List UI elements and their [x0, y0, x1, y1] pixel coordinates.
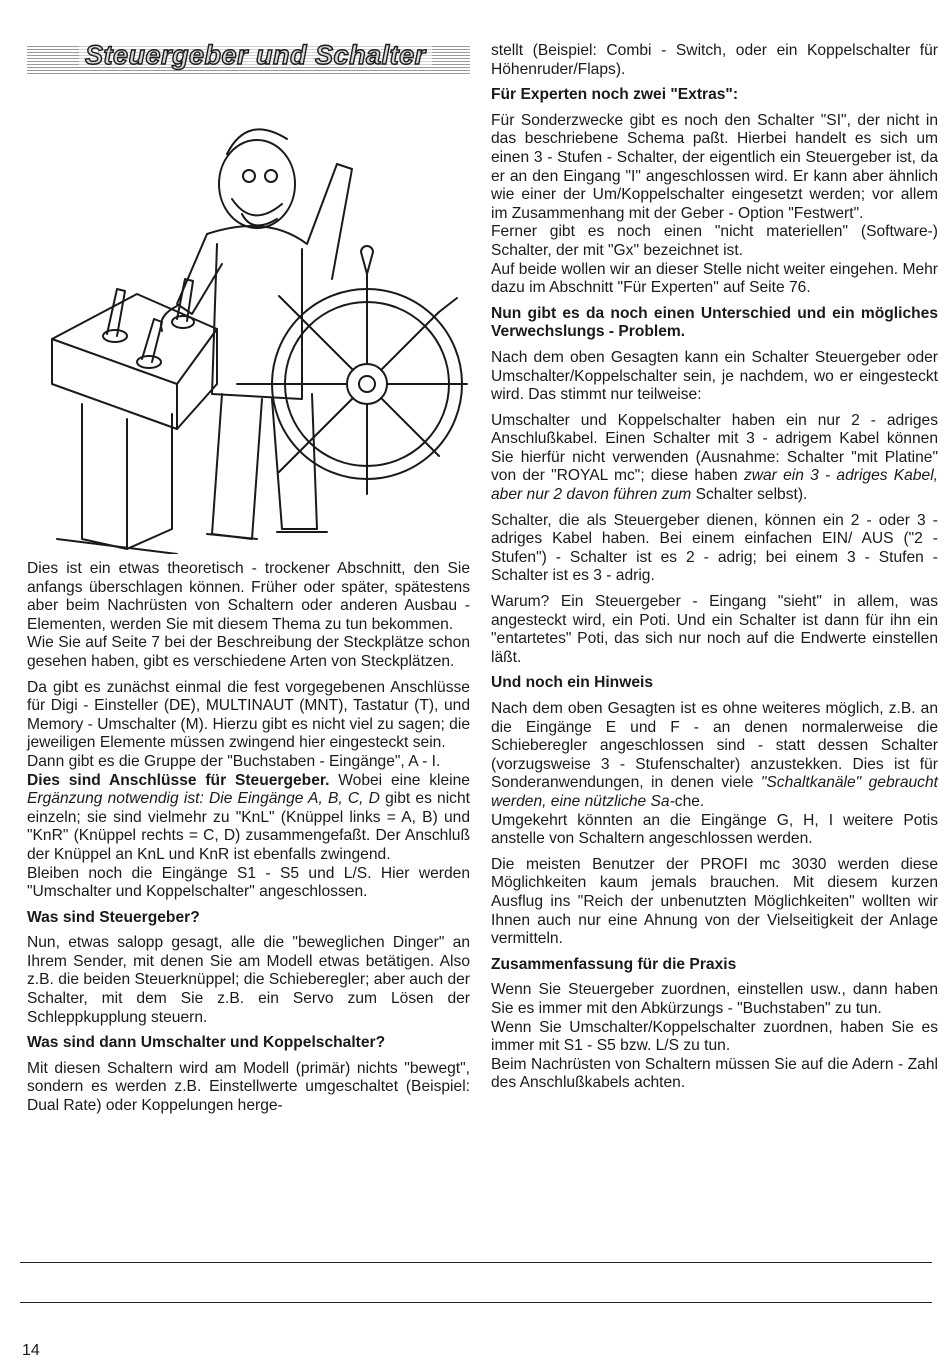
- illustration-helmsman-at-wheel: [27, 84, 470, 554]
- right-paragraph-14: Beim Nachrüsten von Schaltern müssen Sie auf die Adern - Zahl des Anschlußkabels achten.: [491, 1055, 938, 1092]
- p5-italic: Ergänzung notwendig ist: Die Eingänge A, B, C, D: [27, 790, 380, 808]
- left-paragraph-4: Dann gibt es die Gruppe der "Buchstaben - Eingänge", A - I.: [27, 752, 441, 770]
- heading-umschalter: Was sind dann Umschalter und Koppelschalter?: [27, 1034, 386, 1052]
- footer-rule-upper: [20, 1262, 932, 1263]
- right-paragraph-12: Wenn Sie Steuergeber zuordnen, einstellen usw., dann haben Sie es immer mit den Abkürzungs - "Buchstaben" zu tun.: [491, 981, 938, 1017]
- right-paragraph-5: Nach dem oben Gesagten kann ein Schalter Steuergeber oder Umschalter/Koppelschalter sein, je nachdem, wo er eingesteckt wird. Das stimmt nur teilweise:: [491, 348, 938, 404]
- p9-text-b: che.: [674, 792, 705, 810]
- p6-text-a: Umschalter und Koppelschalter haben ein nur 2 - adriges Anschlußkabel. Einen Schalter mit 3 - adrigem Kabel können Sie hierfür nicht verwenden (Ausnahme: Schalter "mit Platine" von der "ROYAL mc"; diese haben: [491, 411, 938, 485]
- p9-italic: "Schaltkanäle" gebraucht werden, eine nützliche Sa-: [491, 774, 938, 810]
- control-console: [52, 294, 217, 554]
- section-title: Steuergeber und Schalter: [79, 46, 432, 65]
- right-paragraph-11: Die meisten Benutzer der PROFI mc 3030 werden diese Möglichkeiten kaum jemals brauchen. Mit diesem kurzen Ausflug ins "Reich der unbenutzten Möglichkeiten" wollten wir Ihnen auch nur eine Ahnung von der Vielseitigkeit der Anlage vermitteln.: [491, 855, 938, 948]
- helmsman-drawing: [27, 84, 470, 554]
- left-paragraph-1: Dies ist ein etwas theoretisch - trockener Abschnitt, den Sie anfangs überschlagen können. Früher oder später, spätestens aber beim Nachrüsten von Schaltern oder anderen Ausbau - Elementen, werden Sie mit diesem Thema zu tun bekommen.: [27, 560, 470, 633]
- p5-text-a: Wobei eine kleine: [329, 771, 470, 789]
- ship-wheel-icon: [237, 246, 467, 494]
- right-paragraph-4: Auf beide wollen wir an dieser Stelle nicht weiter eingehen. Mehr dazu im Abschnitt "Für Experten" auf Seite 76.: [491, 260, 938, 297]
- right-paragraph-6: [491, 412, 938, 505]
- right-paragraph-7: Schalter, die als Steuergeber dienen, können ein 2 - oder 3 - adriges Kabel haben. Bei einem einfachen EIN/ AUS ("2 - Stufen") - Schalter ist es 2 - adrig; bei einem 3 - Stufen - Schalter ist es 3 - adrig.: [491, 511, 938, 585]
- section-title-banner: [27, 40, 470, 80]
- helmsman-figure: [161, 129, 352, 539]
- console-levers: [103, 279, 194, 368]
- heading-steuergeber: Was sind Steuergeber?: [27, 908, 200, 926]
- left-paragraph-7: Nun, etwas salopp gesagt, alle die "beweglichen Dinger" an Ihrem Sender, mit denen Sie am Modell etwas betätigen. Also z.B. die beiden Steuerknüppel; die Schieberegler; aber auch der Schalter, mit dem Sie z.B. ein Servo zum Lösen der Schleppkupplung steuern.: [27, 934, 470, 1026]
- left-paragraph-5: [27, 772, 470, 865]
- p9-text-a: Nach dem oben Gesagten ist es ohne weiteres möglich, z.B. an die Eingänge E und F - an denen normalerweise die Schieberegler angeschlossen sind - statt dessen Schalter (vorzugsweise 3 - Stufenschalter) anzustekken. Dies ist für Sonderanwendungen, in denen viele: [491, 700, 938, 792]
- p6-italic: zwar ein 3 - adriges Kabel, aber nur 2 davon führen zum: [491, 467, 938, 504]
- right-column: [491, 42, 938, 1093]
- heading-experten-extras: Für Experten noch zwei "Extras":: [491, 86, 739, 104]
- right-paragraph-8: Warum? Ein Steuergeber - Eingang "sieht" in allem, was angesteckt wird, ein Poti. Und ein Schalter ist dann für ihn ein "entartetes" Poti, das sich nur noch auf die Endwerte einstellen läßt.: [491, 593, 938, 666]
- heading-hinweis: Und noch ein Hinweis: [491, 674, 654, 692]
- heading-unterschied: Nun gibt es da noch einen Unterschied und ein mögliches Verwechslungs - Problem.: [491, 304, 938, 341]
- footer-rule-lower: [20, 1302, 932, 1303]
- left-paragraph-6: Bleiben noch die Eingänge S1 - S5 und L/S. Hier werden "Umschalter und Koppelschalter" angeschlossen.: [27, 864, 470, 901]
- p6-text-b: Schalter selbst).: [691, 486, 808, 504]
- left-column: [27, 40, 470, 1116]
- right-paragraph-10: Umgekehrt könnten an die Eingänge G, H, I weitere Potis anstelle von Schaltern angeschlossen werden.: [491, 811, 938, 848]
- p5-text-b: gibt es nicht einzeln; sie sind vielmehr zu "KnL" (Knüppel links = A, B) und "KnR" (Knüppel rechts = C, D) zusammengefaßt. Der Anschluß der Knüppel an KnL und KnR ist ebenfalls zwingend.: [27, 790, 470, 863]
- right-paragraph-1: stellt (Beispiel: Combi - Switch, oder ein Koppelschalter für Höhenruder/Flaps).: [491, 42, 938, 78]
- right-paragraph-2: Für Sonderzwecke gibt es noch den Schalter "SI", der nicht in das beschriebene Schema paßt. Hierbei handelt es sich um einen 3 - Stufen - Schalter, der eigentlich ein Steuergeber ist, da er an den Eingang "I" angeschlossen wird. Er kann aber ähnlich wie einer der Um/Koppelschalter eingesetzt werden; vor allem im Zusammenhang mit der Geber - Option "Festwert".: [491, 111, 938, 222]
- heading-zusammenfassung: Zusammenfassung für die Praxis: [491, 955, 737, 973]
- right-paragraph-3: Ferner gibt es noch einen "nicht materiellen" (Software-) Schalter, der mit "Gx" bezeichnet ist.: [491, 223, 938, 259]
- left-paragraph-3: Da gibt es zunächst einmal die fest vorgegebenen Anschlüsse für Digi - Einsteller (DE), MULTINAUT (MNT), Tastatur (T), und Memory - Umschalter (M). Hierzu gibt es nicht viel zu sagen; die jeweiligen Elemente müssen zwingend hier eingesteckt sein.: [27, 678, 470, 752]
- left-paragraph-8: Mit diesen Schaltern wird am Modell (primär) nichts "bewegt", sondern es werden z.B. Einstellwerte umgeschaltet (Beispiel: Dual Rate) oder Koppelungen herge-: [27, 1059, 470, 1115]
- page-number: 14: [22, 1342, 40, 1359]
- right-paragraph-9: [491, 700, 938, 812]
- anschluesse-bold: Dies sind Anschlüsse für Steuergeber.: [27, 771, 330, 789]
- right-paragraph-13: Wenn Sie Umschalter/Koppelschalter zuordnen, haben Sie es immer mit S1 - S5 bzw. L/S zu tun.: [491, 1018, 938, 1055]
- left-paragraph-2: Wie Sie auf Seite 7 bei der Beschreibung der Steckplätze schon gesehen haben, gibt es verschiedene Arten von Steckplätzen.: [27, 634, 470, 670]
